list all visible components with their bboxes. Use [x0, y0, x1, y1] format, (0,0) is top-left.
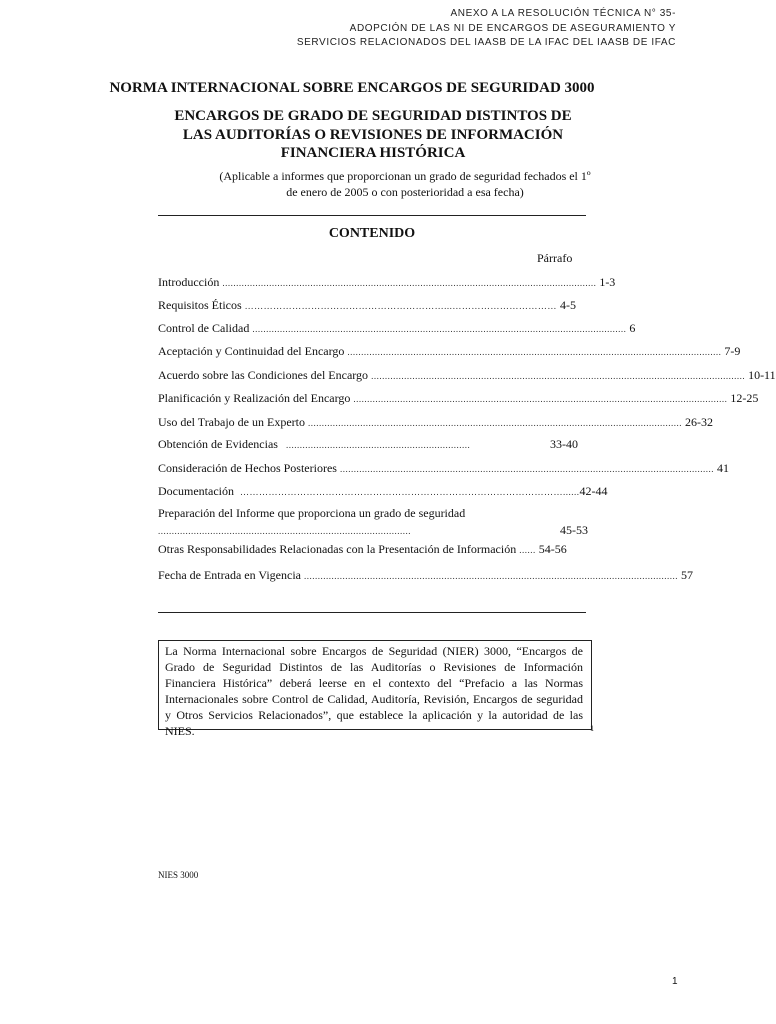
toc-item-label: Aceptación y Continuidad del Encargo: [158, 344, 345, 358]
header-line-2: ADOPCIÓN DE LAS NI DE ENCARGOS DE ASEGURAMIENTO Y: [349, 22, 676, 34]
toc-leader: ........................................................................................................................................: [371, 371, 746, 381]
applicability-note: [200, 169, 610, 200]
toc-leader: ........................................................................................................................................: [347, 347, 722, 357]
toc-item-pages: 45-53: [560, 523, 588, 537]
toc-item-label: Consideración de Hechos Posteriores: [158, 461, 337, 475]
toc-item-pages: 41: [716, 461, 729, 475]
toc-leader: ........................................................................................................................................: [353, 394, 728, 404]
standard-title: NORMA INTERNACIONAL SOBRE ENCARGOS DE SEGURIDAD 3000: [109, 80, 595, 96]
toc-item-aceptacion[interactable]: [158, 344, 741, 359]
subtitle-line-1: ENCARGOS DE GRADO DE SEGURIDAD DISTINTOS DE: [174, 108, 572, 124]
toc-item-requisitos-eticos[interactable]: [158, 298, 576, 313]
toc-item-hechos-posteriores[interactable]: [158, 461, 729, 476]
toc-item-acuerdo[interactable]: [158, 368, 776, 383]
toc-leader: ............................................................................................: [158, 526, 411, 536]
toc-leader: ………………………………………………………...……………………………: [244, 301, 557, 311]
toc-item-pages: 12-25: [730, 391, 759, 405]
toc-leader: ........................................................................................................................................: [304, 571, 678, 581]
toc-item-label: Planificación y Realización del Encargo: [158, 391, 351, 405]
toc-item-pages: 26-32: [684, 415, 713, 429]
toc-item-label: Otras Responsabilidades Relacionadas con la Presentación de Información: [158, 542, 517, 556]
top-divider: [158, 215, 586, 216]
toc-item-control-de-calidad[interactable]: [158, 321, 636, 336]
toc-item-fecha-vigencia[interactable]: [158, 568, 693, 583]
toc-item-otras-responsabilidades[interactable]: [158, 542, 588, 557]
toc-item-pages: 42-44: [579, 484, 608, 498]
toc-leader: ........................................................................................................................................: [307, 418, 682, 428]
toc-item-label: Requisitos Éticos: [158, 298, 242, 312]
header-line-3: SERVICIOS RELACIONADOS DEL IAASB DE LA IFAC DEL IAASB DE IFAC: [296, 37, 676, 48]
toc-item-label: Control de Calidad: [158, 321, 250, 335]
toc-item-pages: 6: [629, 321, 636, 335]
toc-item-label: Documentación: [158, 484, 234, 498]
toc-item-planificacion[interactable]: [158, 391, 759, 406]
toc-item-documentacion[interactable]: [158, 484, 608, 499]
toc-item-label: Obtención de Evidencias: [158, 437, 278, 451]
toc-leader: ........................................................................................................................................: [339, 464, 714, 474]
toc-item-pages: 54-56: [538, 542, 567, 556]
toc-item-pages: 1-3: [599, 275, 616, 289]
applicability-line-1: (Aplicable a informes que proporcionan un grado de seguridad fechados el 1º: [219, 169, 591, 183]
toc-item-uso-experto[interactable]: [158, 415, 713, 430]
toc-item-label: Acuerdo sobre las Condiciones del Encargo: [158, 368, 369, 382]
toc-item-label: Fecha de Entrada en Vigencia: [158, 568, 301, 582]
notice-text: La Norma Internacional sobre Encargos de Seguridad (NIER) 3000, “Encargos de Grado de Seguridad Distintos de las Auditorías o Revisiones de Información Financiera Histórica” deberá leerse en el contexto del “Prefacio a las Normas Internacionales sobre Control de Calidad, Auditoría, Revisión, Encargos de seguridad y Otros Servicios Relacionados”, que establece la aplicación y la autoridad de las NIES.: [165, 644, 583, 738]
resolution-header: [297, 7, 676, 51]
toc-item-label: Uso del Trabajo de un Experto: [158, 415, 305, 429]
toc-item-introduccion[interactable]: [158, 275, 616, 290]
notice-box: [158, 640, 594, 738]
footnote-mark: 1: [590, 724, 594, 733]
standard-subtitle: [0, 107, 746, 163]
toc-item-pages: 57: [681, 568, 693, 582]
subtitle-line-2: LAS AUDITORÍAS O REVISIONES DE INFORMACIÓN: [182, 126, 564, 143]
contents-heading: CONTENIDO: [328, 226, 416, 241]
footer-standard-code: NIES 3000: [158, 870, 199, 880]
toc-item-pages: 4-5: [560, 298, 576, 312]
toc-item-pages: 7-9: [724, 344, 741, 358]
toc-item-preparacion-informe[interactable]: [158, 506, 588, 538]
toc-leader: ......: [519, 545, 536, 555]
toc-item-pages: 10-11: [748, 368, 776, 382]
toc-leader: ........................................................................................................................................: [252, 324, 627, 334]
toc-leader: ........................................................................................................................................: [222, 278, 597, 288]
page-number: 1: [672, 976, 678, 987]
toc-item-obtencion-evidencias[interactable]: [158, 437, 576, 452]
header-line-1: ANEXO A LA RESOLUCIÓN TÉCNICA N° 35-: [450, 8, 676, 19]
paragraph-column-label: Párrafo: [537, 251, 573, 265]
toc-item-label: Preparación del Informe que proporciona un grado de seguridad: [158, 506, 466, 520]
toc-leader: …………………………………………………………………………………………......: [239, 487, 580, 497]
toc-item-label: Introducción: [158, 275, 220, 289]
bottom-divider: [158, 612, 586, 613]
toc-leader: ...................................................................: [285, 440, 471, 450]
applicability-line-2: de enero de 2005 o con posterioridad a esa fecha): [286, 184, 524, 199]
toc-item-pages: 33-40: [549, 437, 578, 451]
subtitle-line-3: FINANCIERA HISTÓRICA: [280, 145, 466, 161]
